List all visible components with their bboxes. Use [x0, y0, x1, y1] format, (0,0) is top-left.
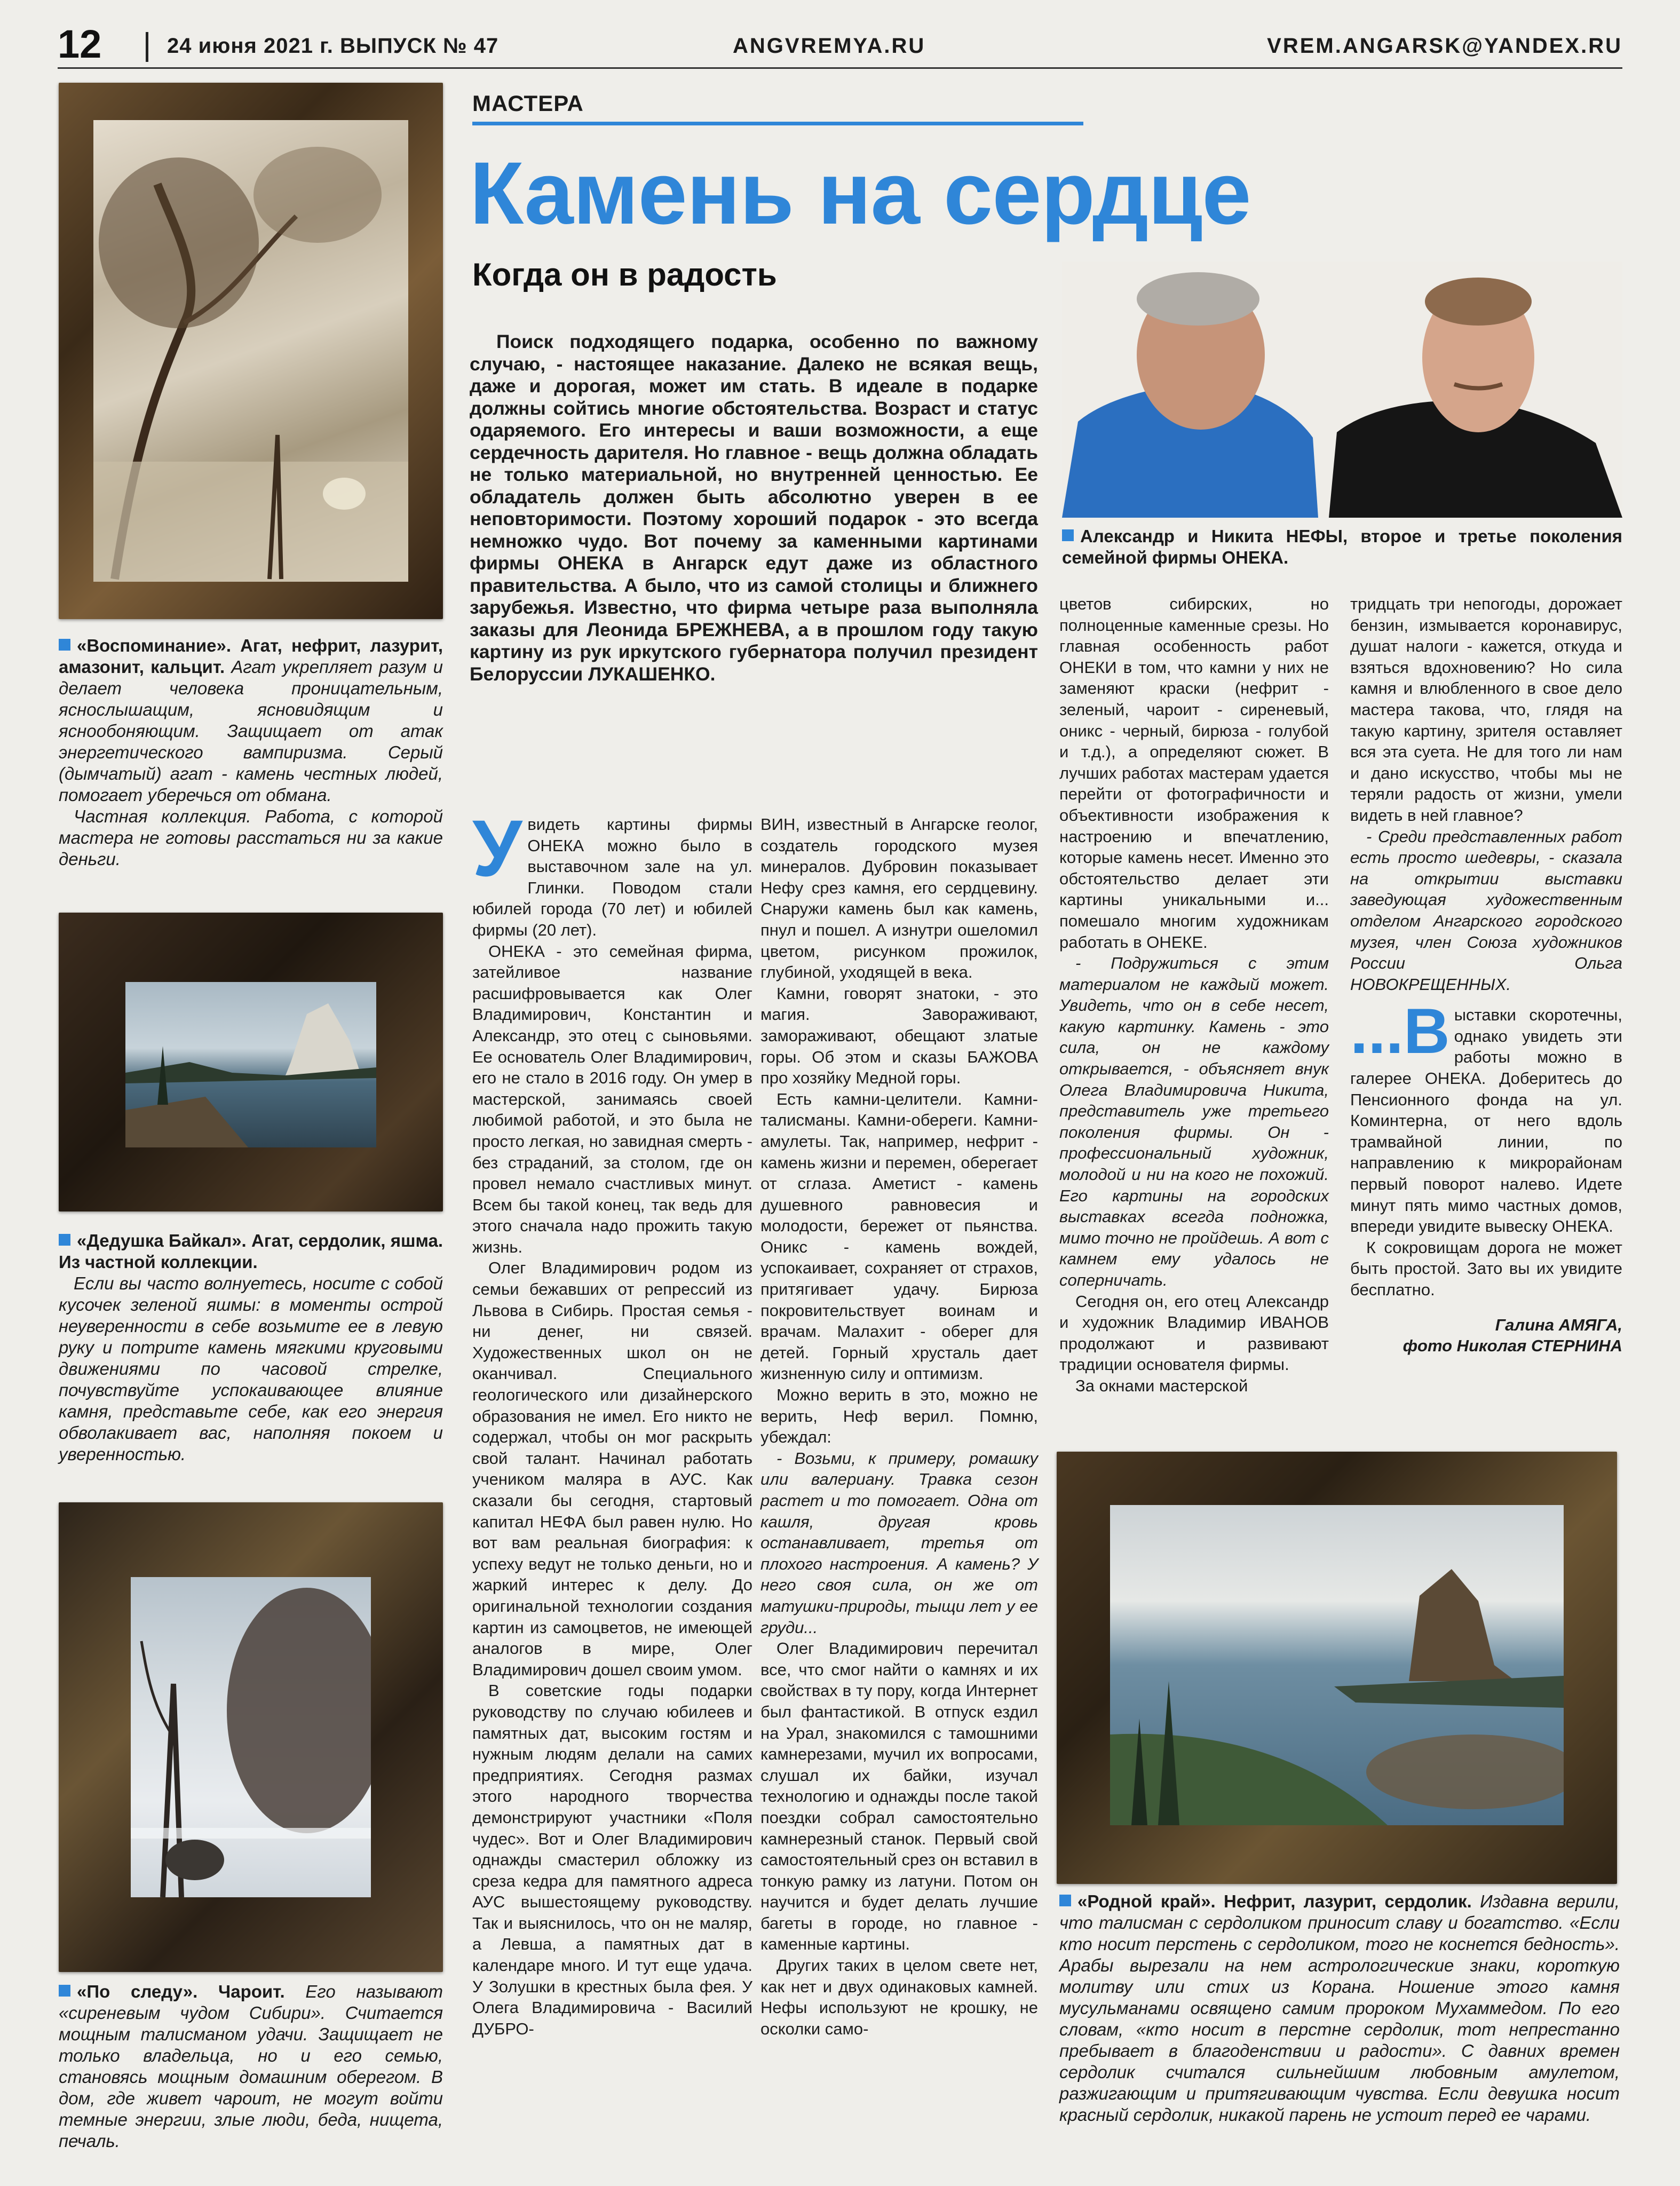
- page-header: [58, 21, 1622, 69]
- painting-dedushka-baikal: [59, 913, 443, 1211]
- painting-vospominanie: [59, 83, 443, 619]
- subheadline: Когда он в радость: [472, 257, 777, 292]
- painting-po-sledu-image: [131, 1577, 371, 1897]
- rubric: МАСТЕРА: [472, 91, 584, 116]
- photo-nefy: [1062, 262, 1622, 518]
- body-column-1: Увидеть картины фирмы ОНЕКА можно было в выставочном зале на ул. Глинки. Поводом стали юбилей города (70 лет) и юбилей фирмы (20 лет). ОНЕКА - это семейная фирма, затейливое название расшифровывается как Олег Владимирович, Константин и Александр, это отец с сыновьями. Ее основатель Олег Владимирович, его не стало в 2016 году. Он умер в мастерской, занимаясь своей любимой работой, и это была не просто легкая, но завидная смерть - без страданий, за столом, где он провел немало счастливых минут. Всем бы такой конец, так ведь для этого сначала надо прожить такую жизнь. Олег Владимирович родом из семьи бежавших от репрессий из Львова в Сибирь. Простая семья - ни денег, ни связей. Художественных школ он не оканчивал. Специального геологического или дизайнерского образования не имел. Его никто не содержал, чтобы он мог раскрыть свой талант. Начинал работать учеником маляра в АУС. Как сказали бы сегодня, стартовый капитал НЕФА был равен нулю. Но вот вам реальная биография: к успеху ведут не только деньги, но и жаркий интерес к делу. До оригинальной технологии создания картин из самоцветов, не имеющей аналогов в мире, Олег Владимирович дошел своим умом. В советские годы подарки руководству по случаю юбилеев и памятных дат, высоким гостям и нужным людям делали на самих предприятиях. Сегодня размах этого народного творчества демонстрируют участники «Поля чудес». Вот и Олег Владимирович однажды смастерил обложку из среза кедра для памятного адреса АУС вышестоящему руководству. Так и выяснилось, что он не маляр, а Левша, а памятных дат в календаре много. И тут еще удача. У Золушки в крестных была фея. У Олега Владимировича - Василий ДУБРО-: [472, 803, 752, 2038]
- caption-marker-icon: [1059, 1895, 1071, 1906]
- painting-dedushka-baikal-image: [125, 982, 376, 1147]
- body-column-4: тридцать три непогоды, дорожает бензин, измывается коронавирус, душат налоги - кажется, откуда и взяться вдохновению? Но сила камня и влюбленного в свое дело мастера такова, что, глядя на такую картину, зрителя оставляет вся эта суета. Не для того ли нам и дано искусство, чтобы мы не теряли радость от жизни, умели видеть в ней главное? - Среди представленных работ есть просто шедевры, - сказала на открытии выставки заведующая художественным отделом Ангарского городского музея, член Союза художников России Ольга НОВОКРЕЩЕННЫХ. ...В ыставки скоротечны, однако увидеть эти работы можно в галерее ОНЕКА. Доберитесь до Пенсионного фонда на ул. Коминтерна, от него вдоль трамвайной линии, по направлению к микрорайонам первый поворот налево. Идете минут пять мимо частных домов, впереди увидите вывеску ОНЕКА. К сокровищам дорога не может быть простой. Зато вы их увидите бесплатно. Галина АМЯГА, фото Николая СТЕРНИНА: [1350, 593, 1622, 1357]
- caption-marker-icon: [59, 1985, 70, 1997]
- body-column-3: цветов сибирских, но полноценные каменные срезы. Но главная особенность работ ОНЕКИ в том, что камни у них не заменяют краски (нефрит - зеленый, чароит - сиреневый, оникс - черный, бирюза - голубой и т.д.), а определяют сюжет. В лучших работах мастерам удается перейти от фотографичности и объективности изображения к настроению и впечатлению, которые камень несет. Именно это обстоятельство делает эти картины уникальными и... помешало многим художникам работать в ОНЕКЕ. - Подружиться с этим материалом не каждый может. Увидеть, что он в себе несет, какую картинку. Камень - это сила, он не каждому открывается, - объясняет внук Олега Владимировича Никита, представитель уже третьего поколения фирмы. Он - профессиональный художник, молодой и ни на кого не похожий. Его картины на городских выставках всегда подножка, мимо точно не пройдешь. А вот с камнем ему удалось не соперничать. Сегодня он, его отец Александр и художник Владимир ИВАНОВ продолжают и развивают традиции основателя фирмы. За окнами мастерской: [1059, 595, 1329, 1395]
- body-column-2: ВИН, известный в Ангарске геолог, создатель городского музея минералов. Дубровин показывает Нефу срез камня, его сердцевину. Снаружи камень был как камень, пнул и пошел. А изнутри ошеломил цветом, рисунком прожилок, глубиной, уходящей в века. Камни, говорят знатоки, - это магия. Завораживают, замораживают, обещают златые горы. Об этом и сказы БАЖОВА про хозяйку Медной горы. Есть камни-целители. Камни-талисманы. Камни-обереги. Камни-амулеты. Так, например, нефрит - камень жизни и перемен, оберегает от сглаза. Аметист - камень душевного равновесия и молодости, бережет от пьянства. Оникс - камень вождей, успокаивает, сохраняет от страхов, притягивает удачу. Бирюза покровительствует воинам и врачам. Малахит - оберег для детей. Горный хрусталь дает жизненную силу и оптимизм. Можно верить в это, можно не верить, Неф верил. Помню, убеждал: - Возьми, к примеру, ромашку или валериану. Травка сезон растет и то помогает. Одна от кашля, другая кровь останавливает, третья от плохого настроения. А камень? У него своя сила, он же от матушки-природы, тыщи лет у ее груди... Олег Владимирович перечитал все, что смог найти о камнях и их свойствах в ту пору, когда Интернет был фантастикой. В отпуск ездил на Урал, знакомился с тамошними камнерезами, мучил их вопросами, слушал их байки, изучал технологию и однажды после такой поездки собрал самостоятельно камнерезный станок. Первый свой самостоятельный срез он вставил в тонкую рамку из латуни. Потом он научится и будет делать лучшие багеты в городе, но главное - каменные картины. Других таких в целом свете нет, как нет и двух одинаковых камней. Нефы используют не крошку, не осколки само-: [760, 815, 1038, 2038]
- painting-po-sledu: [59, 1502, 443, 1972]
- painting-rodnoy-kray: [1057, 1452, 1617, 1884]
- caption-marker-icon: [59, 639, 70, 651]
- lead-paragraph: Поиск подходящего подарка, особенно по важному случаю, - настоящее наказание. Далеко не всякая вещь, даже и дорогая, может им стать. В идеале в подарке должны сойтись многие обстоятельства. Возраст и статус одаряемого. Его интересы и ваши возможности, а еще сердечность дарителя. Но главное - вещь должна обладать не только материальной, но внутренней ценностью. Ее обладатель должен быть абсолютно уверен в ее неповторимости. Поэтому хороший подарок - это всегда немножко чудо. Вот почему за каменными картинами фирмы ОНЕКА в Ангарск едут даже из областного правительства. А было, что из самой столицы и ближнего зарубежья. Известно, что фирма четыре раза выполняла заказы для Леонида БРЕЖНЕВА, а в прошлом году такую картину из рук иркутского губернатора получил президент Белоруссии ЛУКАШЕНКО.: [470, 331, 1038, 685]
- caption-marker-icon: [1062, 529, 1074, 541]
- site-link[interactable]: ANGVREMYA.RU: [733, 34, 926, 58]
- caption-vospominanie: «Воспоминание». Агат, нефрит, лазурит, амазонит, кальцит. Агат укрепляет разум и делает человека проницательным, яснослышащим, ясновидящим и яснообоняющим. Защищает от атак энергетического вампиризма. Серый (дымчатый) агат - камень честных людей, помогает уберечься от обмана. Частная коллекция. Работа, с которой мастера не готовы расстаться ни за какие деньги.: [59, 636, 443, 869]
- issue-date: 24 июня 2021 г. ВЫПУСК № 47: [167, 34, 499, 58]
- email-link[interactable]: VREM.ANGARSK@YANDEX.RU: [1267, 34, 1622, 58]
- photo-caption: Александр и Никита НЕФЫ, второе и третье поколения семейной фирмы ОНЕКА.: [1062, 526, 1622, 567]
- caption-marker-icon: [59, 1234, 70, 1246]
- painting-vospominanie-image: [93, 120, 408, 582]
- caption-dedushka-baikal: «Дедушка Байкал». Агат, сердолик, яшма. Из частной коллекции. Если вы часто волнуетесь, носите с собой кусочек зеленой яшмы: в моменты острой неуверенности в себе возьмите ее в левую руку и потрите камень мягкими круговыми движениями по часовой стрелке, почувствуйте успокаивающее влияние камня, представьте себе, как его энергия обволакивает вас, наполняя покоем и уверенностью.: [59, 1231, 443, 1464]
- headline: Камень на сердце: [470, 144, 1251, 243]
- page-number: 12: [58, 22, 102, 66]
- painting-rodnoy-kray-image: [1110, 1505, 1564, 1825]
- caption-note: Частная коллекция. Работа, с которой мастера не готовы расстаться ни за какие деньги.: [59, 806, 443, 869]
- dropcap: У: [472, 803, 522, 893]
- header-rule: [58, 67, 1622, 69]
- rubric-rule: [472, 122, 1083, 125]
- caption-rodnoy-kray: «Родной край». Нефрит, лазурит, сердолик. Издавна верили, что талисман с сердоликом приносит славу и богатство. «Если кто носит перстень с сердоликом, того не коснется бедность». Арабы вырезали на нем астрологические знаки, короткую молитву или стих из Корана. Ношение этого камня мусульманами освящено самим пророком Мухаммедом. По его словам, «кто носит в перстне сердолик, тот непрестанно пребывает в благоденствии и радости». С давних времен сердолик считался сильнейшим любовным амулетом, разжигающим и притягивающим чувства. Если девушка носит красный сердолик, никакой парень не устоит перед ее чарами.: [1059, 1891, 1620, 2125]
- byline: Галина АМЯГА, фото Николая СТЕРНИНА: [1402, 1315, 1622, 1356]
- photo-nefy-image: [1062, 262, 1622, 518]
- header-divider: [146, 32, 148, 62]
- caption-po-sledu: «По следу». Чароит. Его называют «сиреневым чудом Сибири». Считается мощным талисманом удачи. Защищает не только владельца, но и его семью, становясь мощным домашним оберегом. В дом, где живет чароит, не могут войти темные энергии, злые люди, беда, нищета, печаль.: [59, 1982, 443, 2151]
- final-dropcap: ...В: [1350, 995, 1450, 1067]
